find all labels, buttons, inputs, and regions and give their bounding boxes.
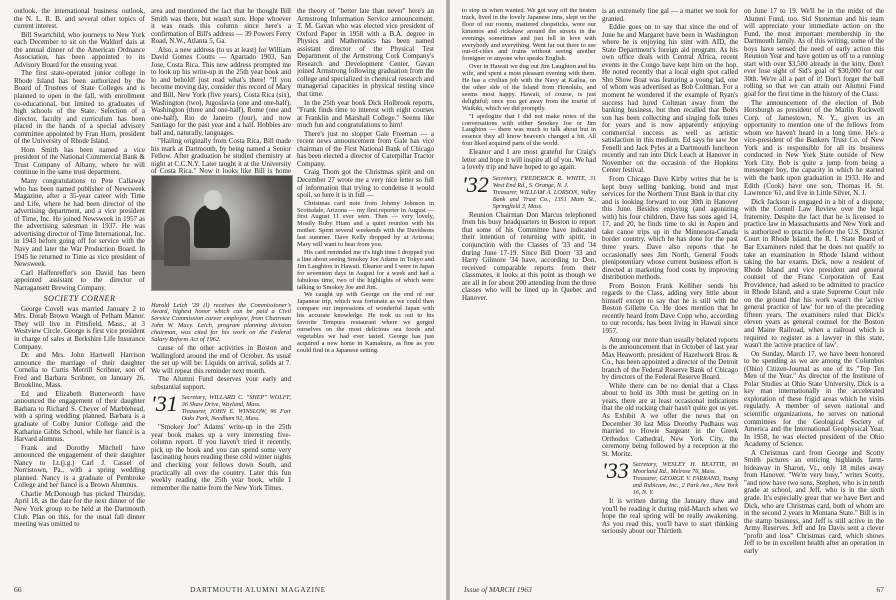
right-column-1: [462, 8, 596, 588]
class-officers: [182, 394, 291, 422]
paragraph: Dr. and Mrs. John Hartwell Harrison announce the marriage of their daughter Cornelia to Curtis Merrill Scribner, son of Fred and Barbara Scribner, on January 26, Brookline, Mass.: [14, 351, 145, 390]
class-year: '31: [151, 391, 178, 417]
page-number: 66: [14, 585, 22, 594]
paragraph: Eleanor and I are most grateful for Craig's letter and hope it will inspire all of you. We had a lovely trip and have hoped to go again.: [462, 148, 596, 172]
left-column-3: [297, 8, 434, 588]
paragraph: Among our more than usually belated reports is the announcement that in October of last year Max Heaworth, president of Hazelwork Bros. & Co., has been appointed a director of the Detroit branch of the Federal Reserve Bank of Chicago by directors of the Federal Reserve Board.: [602, 335, 738, 382]
letter-excerpt: to stop us when wanted. We got way off the beaten track, lived in the lovely Japanese inns, slept on the floor of our rooms, mattered chopsticks, wore our kimonos and rickshaw around the streets in the evenings sometimes and just fell in love with everybody and everything. Went far out there to see out-of-cities and trains without seeing another foreigner or anyone who speaks English.: [462, 8, 596, 63]
paragraph: Craig Thom got the Christmas spirit and on December 27 wrote me a very nice letter so full of information that trying to condense it would spoil, so here it is in full —: [297, 168, 434, 200]
paragraph: The first state-operated junior college in Rhode Island has been authorized by the Board of Trustees of State Colleges and is planned to open in the fall, with enrollment co-educational, but limited to graduates of high schools of the State. Selection of a director, faculty and curriculum has been placed in the hands of a special advisory committee appointed by Fran Horn, president of the University of Rhode Island.: [14, 69, 145, 146]
left-page: [0, 0, 446, 600]
paragraph: Many congratulations to Pete Callaway who has been named publisher of Newsweek Magazine, after a 35-year career with Time and Life, where he had been director of the advertising department, and a vice president of Time, Inc. He joined Newsweek in 1957 as the advertising salesman in 1937. He was advertising director of Time International, Inc. in 1943 before going off for service with the Navy and later the War Production Board. In 1945 he returned to Time as vice president of Newsweek.: [14, 177, 145, 269]
page-number: 67: [876, 585, 884, 594]
paragraph: The Alumni Fund deserves your early and substantial support.: [151, 375, 291, 391]
paragraph: There's just no stopper Gale Freeman — a recent news announcement from Gale has vice chairman of the First National Bank of Chicago has been elected a director of Caterpillar Tractor Company.: [297, 129, 434, 168]
right-column-2: [602, 8, 738, 588]
class-treasurer: Treasurer, JOHN E. WINSLOW, 96 Fair Oaks Park, Needham 92, Mass.: [181, 408, 291, 423]
paragraph: On Sunday, March 17, we have been honored to be spending as we are among the Columbus (Ohio) Citizen-Journal as one of its "Top Ten Men of the Year." As director of the Institute of Polar Studies at Ohio State University, Dick is a key man internationally in the accelerated exploration of these frigid areas which he visits regularly. A member of seven national and scientific organizations, he serves on national committees for the Geological Society of America and the International Geophysical Year. In 1958, he was elected president of the Ohio Academy of Science.: [744, 349, 884, 449]
paragraph: George Covell was married January 2 to Mrs. Dorah Brown Waugh of Pelham Manor. They will live in Pittsfield, Mass., at 3 Westview Circle. George is first vice president in charge of sales at Berkshire Life Insurance Company.: [14, 304, 145, 351]
section-heading: SOCIETY CORNER: [43, 294, 116, 304]
class-officers: [493, 175, 596, 210]
left-column-1: [14, 8, 145, 588]
paragraph: From Chicago Dave Kirby writes that he is kept busy selling banking, bond and trust services for the Northern Trust Bank in that city and is looking forward to our 30th in Hanover this June. Besides enjoying (and agonizing with) his four children, Dave has sons aged 14, 17, and 20, he finds time to ski in Aspen and take canoe trips up in the Minnesota-Canada border country, which he has done for the past three years. Dave also reports that he occasionally sees Jim North, General Foods plenipotentiary whose current business effort is directed at marketing food costs by improving distribution methods.: [602, 175, 738, 282]
letter-excerpt: His card reminded me it's high time I dropped you a line about seeing Smokey Joe Adams in Tokyo and Jim Laughton in Hawaii. Eleanor and I were in Japan for seventeen days in August for a week and had a fabulous time, two of the highlights of which were talking to Smokey Joe and Jim.: [297, 249, 434, 291]
paragraph: Reunion Chairman Don Marcus telephoned from his busy headquarters in Boston to report that some of his Committee have indicated their intention of returning with spirit, in conjunction with the Classes of '33 and '34 during June 17-19. Since Bill Doerr '33 and Harry Gilmore '34 have, according to Don, received comparable reports from their classmates, it looks at this point as though we are all in for about 200 attending from the three classes who will be lined up in Quebec and Hanover.: [462, 210, 596, 302]
class-officers: [633, 461, 738, 496]
paragraph: From Boston Frank Kelliher sends his regards to the Class, adding very little about himself except to say that he is still with the Boston Gillette Co. He does mention that he recently heard from Dave Copp who, according to our records, has been living in Hawaii since 1957.: [602, 281, 738, 335]
paragraph: "Hailing originally from Costa Rica, Bill made his mark at Dartmouth, by being named a Senior Fellow. After graduation he studied chemistry at night at C.C.N.Y. Later taught it at the University of Costa Rica." Now it looks like Bill is home: [151, 137, 291, 176]
paragraph: Eddie goes on to say that since the end of June he and Margaret have been in Washington where he is enjoying his stint with AID, the State Department's foreign aid program. As his own office deals with Central Africa, recent events in the Congo have kept him on the hop. He noted recently that a local eight spot called Sho Show Boat was featuring a young lad, one of whom was advertised as Bob Coltman. For a moment he wondered if the example of Ryan's success had lured Coltman away from the banking business, but then recalled that Bob's son has been collecting and singing folk tunes for years and is now apparently enjoying commercial success as well as artistic satisfaction in this medium. Ed says he saw Joe Fenelli and Jack Pyles at a Dartmouth luncheon recently and ran into Dick Leach at Hanover in November on the occasion of the Hopkins Center festival.: [602, 23, 738, 175]
paragraph: Dick Jackson is engaged in a bit of a dispute, with the Cornell Law Review over the legal fraternity. Despite the fact that he is licensed to practice law in Massachusetts and New York and is authorized to practice before the U.S. District Court in Rhode Island, the R. I. State Board of Bar Examiners ruled that he does not qualify to take an examination in Rhode Island without taking the bar exams. Dick, now a resident of Rhode Island and vice president and general counsel of the Franc Corporation of East Providence, had asked to be admitted to practice in Rhode Island, and a state Supreme Court rule on the ground that his work wasn't the 'active general practice of law' for ten of the preceding fifteen years. The examiners ruled that Dick's eleven years as general counsel for the Boston and Maine Railroad, when a railroad which is required to register as a lawyer in this state, wasn't the 'active practice of law'.: [744, 197, 884, 350]
class-header-1932: [462, 171, 596, 210]
class-header-1933: [602, 458, 738, 497]
paragraph: Bill Swartchild, who journeys to New York each December to sit on the Waldorf dais at the annual dinner of the American Ordnance Association, has been appointed to its Advisory Board for the ensuing year.: [14, 30, 145, 69]
left-column-2: [151, 8, 291, 588]
right-page: [450, 0, 896, 600]
paragraph: While there can be no denial that a Class about to hold its 30th must be getting on in years, there are at least occasional indications that the old rocking chair hasn't quite got us yet. As Exhibit A we offer the news that on December 30 last Miss Dorothy Pudhaus was married to Howie Sargeant in the Greek Orthodox Cathedral, New York City, the ceremony being followed by a reception at the St. Moritz.: [602, 381, 738, 458]
letter-excerpt: "I apologize that I did not make notes of the conversations with either Smokey Joe or Jim Laughton — there was much to talk about but in essence they all know heaven's changed a bit. All four liked acquired parts of the world.: [462, 112, 596, 148]
class-header-1931: [151, 391, 291, 423]
class-year: '32: [462, 171, 489, 197]
paragraph: The announcement of the election of Bob Horsburgh as president of the Marlin Rockwell Corp. of Jamestown, N. Y., gives us an opportunity to mention one of the fellows from whom we haven't heard in a long time. He's a vice-president of the Bankers Trust Co. of New York and is responsible for all its business conducted in New York State outside of New York City. Bob is quite a jump from being a messenger boy, the capacity in which he started with the bank upon graduation in 1933. He and Edith (Cook) have one son, Thomas H. St. Lawrence '61, and live in Little Silver, N. J.: [744, 98, 884, 198]
letter-excerpt: Christmas card note from Johnny Johnson in Scottsdale, Arizona — my first reporter in August — first August 11 ever seen. Then — very lovely, Mostly Ruby Hiam and a quiet reunion with his mother. Spent several weekends with the Davidsons last summer. Dave Kelly dropped by at Arizona; Mary will want to hear from you.: [297, 199, 434, 249]
paragraph: A Christmas card from George and Scotty Smith pictures an enticing highlands farm-hideaway in Sharon, Vt., only 18 miles away from Hanover. "We're very busy," writes Scotty, "and now have two sons, Stephen, who is in tenth grade at school, and Jeff, who is in the sixth grade. It's especially great that we have Bert and Dick, who are Christmas card, both of whom are in the second 2 years in Montana State." Bill is in the stamp business, and Jeff is still active in the Army Reserves. Jeff and Ira Davis sent a clever "profit and loss" Christmas card, which shows Jeff to be in excellent health after an operation in early: [744, 448, 884, 555]
issue-label: Issue of MARCH 1963: [464, 585, 532, 594]
paragraph: Charlie McDonough has picked Thursday, April 18, as the date for the next dinner of the New York group to be held at the Dartmouth Club. Plan on this, for the usual fall dinner meeting was omitted to: [14, 489, 145, 529]
photo-caption: Harold Leich '29 (l) receives the Commissioner's Award, highest honor which can be paid a Civil Service Commission career employee, from Chairman John W. Macy. Leich, program planning division chairman, was cited for his work on the Federal Salary Reform Act of 1962.: [151, 301, 291, 344]
class-year: '33: [602, 458, 629, 484]
paragraph: In the 25th year book Dick Holbrook reports, "Frank finds time to interest with eight courses at Franklin and Marshall College." Seems like much fun and congratulations to him!: [297, 98, 434, 130]
paragraph: Ed and Elizabeth Butterworth have announced the engagement of their daughter Barbara to Richard S. Cheyer of Marblehead, with a spring wedding planned. Barbara is a graduate of Colby Junior College and the Katharine Gibbs School, while her fiancé is a Harvard alumnus.: [14, 389, 145, 444]
paragraph: area and mentioned the fact that he thought Bill Smith was there, but wasn't sure. Hope whoever it was reads this column since here's a confirmation of Bill's address — 39 Powers Ferry Road, N.W., Atlanta 5, Ga.: [151, 8, 291, 46]
paragraph: cause of the other activities in Boston and Wallingford around the end of October. As usual the set up will be: Liquids on arrival, solids at 7. We will repeat this reminder next month.: [151, 344, 291, 375]
magazine-title: DARTMOUTH ALUMNI MAGAZINE: [190, 585, 326, 594]
paragraph: Carl Haffenreffer's son David has been appointed assistant to the director of Narragansett Brewing Company.: [14, 268, 145, 292]
paragraph: "Smokey Joe" Adams' write-up in the 25th year book makes up a very interesting five-column report. If you haven't tried it recently, pick up the book and you can spend some very fascinating hours reading these cold winter nights and checking your fellows down South, and practically all over the country. Later this fun weekly reading the 25th year book, while I remember the name from the New York Times.: [151, 423, 291, 492]
class-secretary: Secretary, FREDERICK R. WHITE, 31 West End Rd., S. Orange, N. J.: [492, 174, 596, 189]
paragraph: the theory of "better late than never" here's an Armstrong Information Service announcement. T. M. Gavan who was elected vice president of Oxford Paper in 1958 with a B.A. degree in Physics and Mathematics has been named assistant director of the Physical Test Department of the Armstrong Cork Company's Research and Development Center. Gavan joined Armstrong following graduation from the college and specialized in chemical research and managerial capacities in physical testing since that time.: [297, 8, 434, 99]
photo-face: [204, 190, 222, 210]
right-column-3: [744, 8, 884, 588]
paragraph: Frank and Dorothy Mitchell have announced the engagement of their daughter Nancy to Lt.(j.g.) Carl J. Cassel of Norristown, Pa., with a spring wedding planned. Nancy is a graduate of Pembroke College and her fiancé is a Brown Alumnus.: [14, 443, 145, 490]
class-secretary: Secretary, WESLEY H. BEATTIE, 80 Moorland Rd., Melrose 76, Mass.: [632, 461, 738, 476]
paragraph: Hom Smith has been named a vice president of the National Commercial Bank & Trust Company of Albany, where he will continue in the same trust department.: [14, 145, 145, 177]
letter-excerpt: We caught up with George on the end of our Japanese trip, which was fortunate as we could then compare our impressions of wonderful Japan with his accurate knowledge. He took us out to his favorite Tempura restaurant where we gorged ourselves on the most delicious sea foods and vegetables we had ever tasted. George has just acquired a new home in Kamakura, as fine as you could find in a Japanese setting.: [297, 291, 434, 354]
paragraph: It is written during the January thaw and you'll be reading it during mid-March when we hope the real spring will be really awakening. As you read this, you'll have to start thinking seriously about our Thirtieth: [602, 497, 738, 536]
paragraph: Also, a new address (to us at least) for William David Gomes Coutts — Apartado 1903, San Jose, Costa Rica. This new address prompted me to look up his write-up in the 25th year book and lo and behold! just read what's there! "If you become moving day, consider this record of Mary and Bill, New York (five years), Costa Rica (six), Washington (two), Jugoslavia (one and one-half), Washington (three and one-half), Rome (one and one-half), Rio de Janeiro (four), and now Santiago for the past year and a half. Hobbies are ball and, naturally, languages.: [151, 45, 291, 137]
class-secretary: Secretary, WILLARD C. "SHEP" WOLFF, 36 Shaw Drive, Wayland, Mass.: [181, 394, 291, 409]
letter-excerpt: Over in Hawaii we dug out Jim Laughton and his wife, and spent a most pleasant evening with them. He has a civilian job with the Navy at Kailua, on the other side of the Island from Honolulu, and seems most happy. Hawaii, of course, is just delightful; once you get away from the tourist of Waikiki, which we did promptly.: [462, 63, 596, 112]
paragraph: is an extremely fine gal — a matter we took for granted.: [602, 8, 738, 23]
paragraph: outlook, the international business outlook, the N. L. R. B. and several other topics of current interest.: [14, 8, 145, 31]
class-treasurer: Treasurer, GEORGE V. FARRAND, Young and Rubicam, Inc., 2 Park Ave., New York 16, N. Y.: [632, 475, 738, 497]
paragraph: on June 17 to 19. We'll be in the midst of the Alumni Fund, too. Sid Stoneman and his team will appreciate your immediate action on the Fund, the most important membership in the Dartmouth family. As of this writing, some of the boys have sensed the need of early action this Reunion Year and have gotten us off to a running start with over $3,500 already in the kitty. Don't ever lose sight of Sid's goal of $30,000 for our 30th. We're all a part of it! Don't forget the ball rolling so that we can attain our Alumni Fund goal for the first time in the history of the Class.: [744, 8, 884, 99]
photo-award-ceremony: [151, 175, 293, 291]
class-treasurer: Treasurer, WILLIAM A. LORSON, Valley Bank and Trust Co., 1351 Main St., Springfield 3, Mass.: [492, 188, 596, 210]
photo-person-center: [194, 204, 230, 248]
photo-person-left: [164, 216, 190, 266]
